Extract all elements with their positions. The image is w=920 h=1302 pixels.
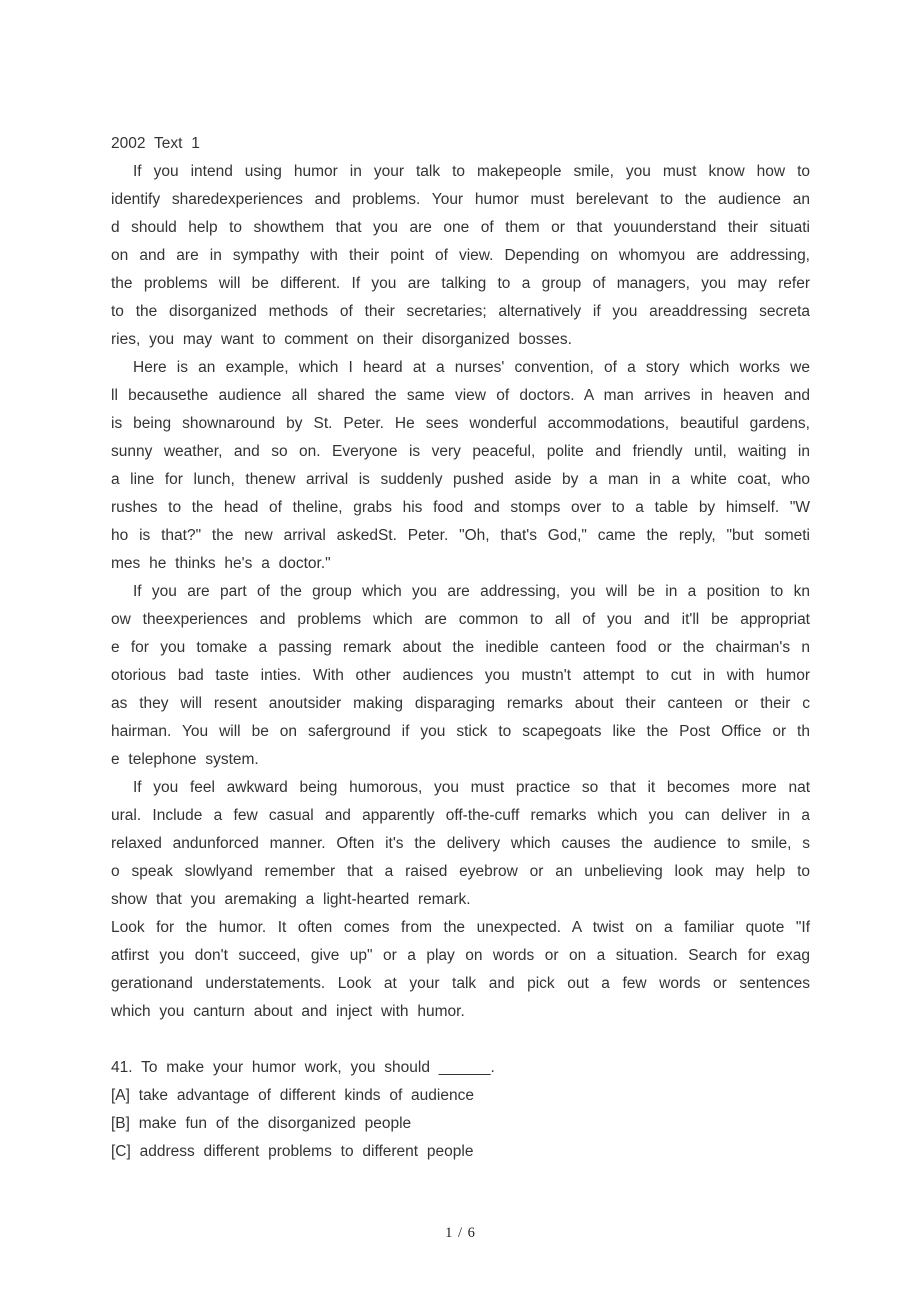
text-line: is being shownaround by St. Peter. He sees wonderful accommodations, beautiful gardens, <box>111 415 810 432</box>
question-stem: 41. To make your humor work, you should ______. <box>111 1059 495 1076</box>
text-line: a line for lunch, thenew arrival is suddenly pushed aside by a man in a white coat, who <box>111 471 810 488</box>
paragraph <box>111 578 810 774</box>
text-content <box>111 130 810 1166</box>
text-line: If you are part of the group which you are addressing, you will be in a position to kn <box>133 583 810 600</box>
text-line: mes he thinks he's a doctor." <box>111 555 331 572</box>
text-line: Here is an example, which I heard at a nurses' convention, of a story which works we <box>133 359 810 376</box>
text-line: which you canturn about and inject with humor. <box>111 1003 465 1020</box>
text-line: Look for the humor. It often comes from the unexpected. A twist on a familiar quote "If <box>111 919 810 936</box>
question-41 <box>111 1054 810 1166</box>
text-line: the problems will be different. If you are talking to a group of managers, you may refer <box>111 275 810 292</box>
text-line: o speak slowlyand remember that a raised eyebrow or an unbelieving look may help to <box>111 863 810 880</box>
paragraph <box>111 914 810 1026</box>
text-line: ll becausethe audience all shared the same view of doctors. A man arrives in heaven and <box>111 387 810 404</box>
text-line: atfirst you don't succeed, give up" or a play on words or on a situation. Search for exag <box>111 947 810 964</box>
blank-line <box>111 1026 810 1054</box>
text-line: If you intend using humor in your talk to makepeople smile, you must know how to <box>133 163 810 180</box>
text-line: d should help to showthem that you are one of them or that youunderstand their situati <box>111 219 810 236</box>
text-line: show that you aremaking a light-hearted remark. <box>111 891 471 908</box>
text-line: e telephone system. <box>111 751 259 768</box>
text-line: to the disorganized methods of their secretaries; alternatively if you areaddressing secreta <box>111 303 810 320</box>
question-option-b: [B] make fun of the disorganized people <box>111 1115 412 1132</box>
text-line: rushes to the head of theline, grabs his food and stomps over to a table by himself. "W <box>111 499 810 516</box>
paragraph <box>111 774 810 914</box>
page-number-indicator: 1 / 6 <box>445 1225 475 1241</box>
text-line: gerationand understatements. Look at your talk and pick out a few words or sentences <box>111 975 810 992</box>
paragraphs <box>111 158 810 1026</box>
text-line: sunny weather, and so on. Everyone is very peaceful, polite and friendly until, waiting in <box>111 443 810 460</box>
text-line: ural. Include a few casual and apparently off-the-cuff remarks which you can deliver in a <box>111 807 810 824</box>
text-line: on and are in sympathy with their point of view. Depending on whomyou are addressing, <box>111 247 810 264</box>
question-option-a: [A] take advantage of different kinds of audience <box>111 1087 474 1104</box>
paragraph <box>111 354 810 578</box>
text-line: identify sharedexperiences and problems. Your humor must berelevant to the audience an <box>111 191 810 208</box>
text-line: ries, you may want to comment on their disorganized bosses. <box>111 331 572 348</box>
document-title: 2002 Text 1 <box>111 135 200 152</box>
text-line: as they will resent anoutsider making disparaging remarks about their canteen or their c <box>111 695 810 712</box>
paragraph <box>111 158 810 354</box>
text-line: ow theexperiences and problems which are common to all of you and it'll be appropriat <box>111 611 810 628</box>
text-line: otorious bad taste inties. With other audiences you mustn't attempt to cut in with humor <box>111 667 810 684</box>
question-option-c: [C] address different problems to different people <box>111 1143 474 1160</box>
text-line: relaxed andunforced manner. Often it's the delivery which causes the audience to smile, s <box>111 835 810 852</box>
text-line: hairman. You will be on saferground if you stick to scapegoats like the Post Office or th <box>111 723 810 740</box>
text-line: e for you tomake a passing remark about the inedible canteen food or the chairman's n <box>111 639 810 656</box>
text-line: If you feel awkward being humorous, you must practice so that it becomes more nat <box>133 779 810 796</box>
text-line: ho is that?" the new arrival askedSt. Peter. "Oh, that's God," came the reply, "but someti <box>111 527 810 544</box>
